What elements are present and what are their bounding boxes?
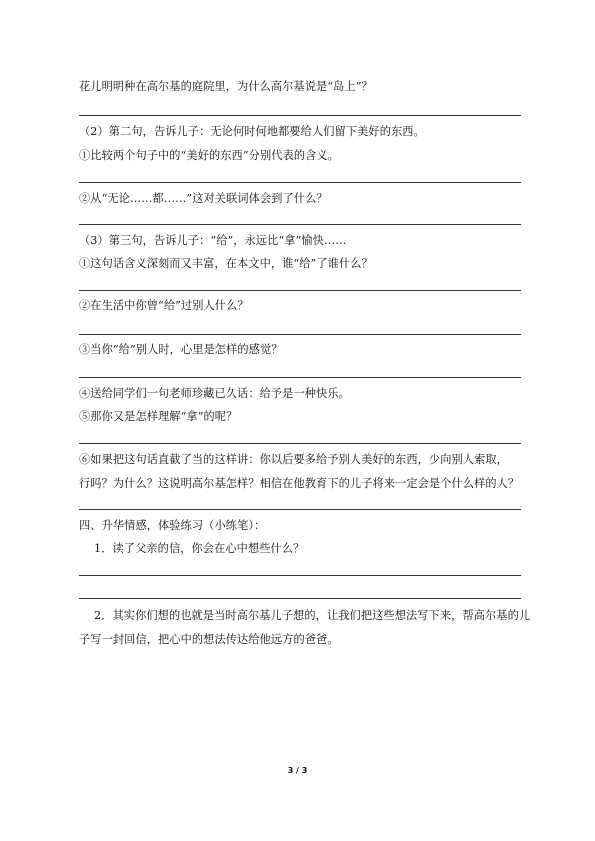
question-text: ⑤那你又是怎样理解“拿”的呢？ [79,410,238,423]
answer-line [79,224,521,225]
question-text: 子写一封回信，把心中的想法传达给他远方的爸爸。 [79,633,339,646]
answer-line [79,115,521,116]
answer-line [79,290,521,291]
answer-line [79,334,521,335]
answer-line [79,182,521,183]
section-text: （3）第三句，告诉儿子：“给”，永远比“拿”愉快…… [79,234,347,247]
question-text: ①比较两个句子中的“美好的东西”分别代表的含义。 [79,149,339,162]
question-text: 花儿明明种在高尔基的庭院里，为什么高尔基说是“岛上”？ [79,80,373,93]
page-number: 3 / 3 [287,766,308,775]
question-text: ⑥如果把这句话直截了当的这样讲：你以后要多给予别人美好的东西，少向别人索取， [79,453,508,466]
question-text: ④送给同学们一句老师珍藏已久话：给予是一种快乐。 [79,387,350,400]
question-text: ②从“无论……都……”这对关联词体会到了什么？ [79,192,328,205]
answer-line [79,443,521,444]
question-text: ①这句话含义深刻而又丰富，在本文中，谁“给”了谁什么？ [79,257,373,270]
question-text: ②在生活中你曾“给”过别人什么？ [79,299,249,312]
answer-line [79,377,521,378]
question-text: 2．其实你们想的也就是当时高尔基儿子想的，让我们把这些想法写下来，帮高尔基的儿 [94,609,531,622]
question-text: 1．读了父亲的信，你会在心中想些什么？ [94,542,305,555]
section-heading: 四、升华情感，体验练习（小练笔）： [79,519,266,532]
question-text: ③当你“给”别人时，心里是怎样的感觉？ [79,343,283,356]
answer-line [79,598,521,599]
section-text: （2）第二句，告诉儿子：无论何时何地都要给人们留下美好的东西。 [79,125,425,138]
answer-line [79,575,521,576]
question-text: 行吗？为什么？这说明高尔基怎样？相信在他教育下的儿子将来一定会是个什么样的人？ [79,477,520,490]
answer-line [79,509,521,510]
